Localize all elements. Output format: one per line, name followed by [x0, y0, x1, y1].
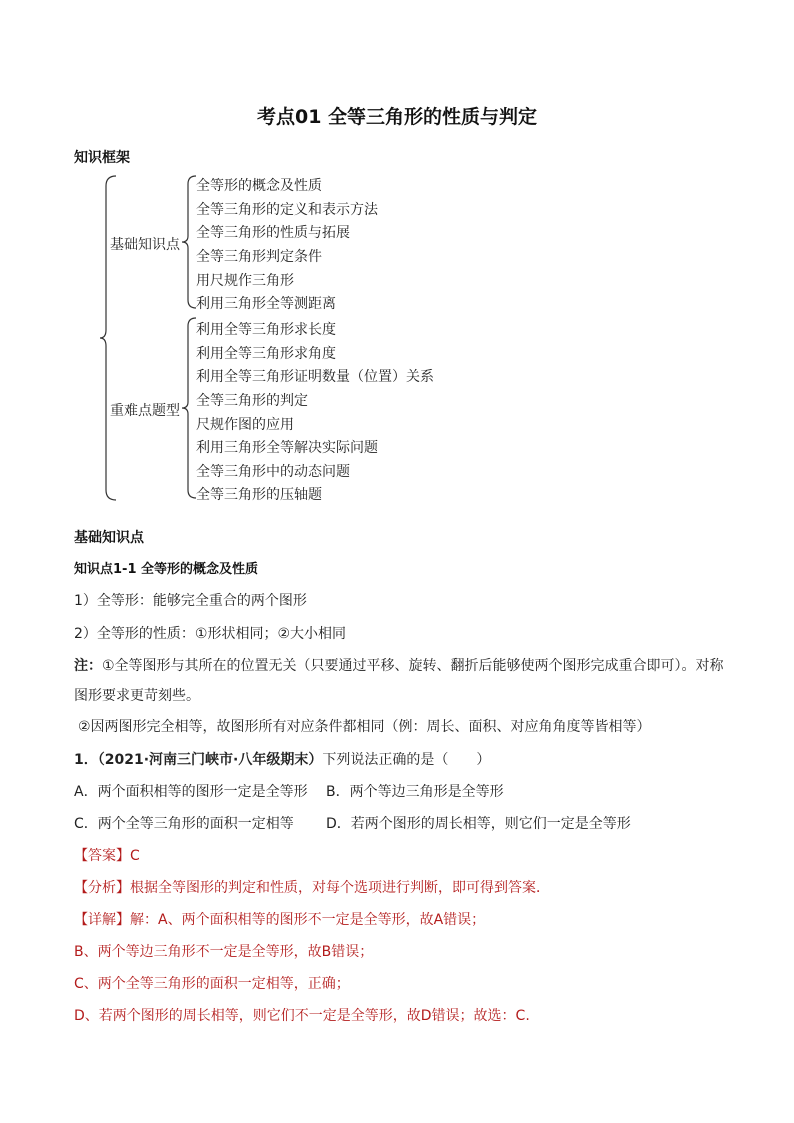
outer-brace: [100, 176, 116, 500]
framework-item: 全等三角形的定义和表示方法: [196, 202, 378, 218]
framework-item: 全等形的概念及性质: [196, 178, 322, 194]
knowledge-point-title: 知识点1-1 全等形的概念及性质: [74, 562, 259, 577]
analysis-tag: 【分析】: [74, 880, 130, 896]
analysis-line: [74, 877, 550, 897]
answer-value: C: [130, 848, 140, 864]
framework-group-difficult-label: 重难点题型: [110, 403, 180, 419]
framework-item: 全等三角形的性质与拓展: [196, 225, 350, 241]
property-line: 2）全等形的性质：①形状相同；②大小相同: [74, 626, 347, 642]
framework-item: 利用三角形全等解决实际问题: [196, 440, 378, 456]
analysis-text: 根据全等图形的判定和性质，对每个选项进行判断，即可得到答案．: [130, 880, 550, 896]
framework-item: 利用全等三角形求长度: [196, 322, 336, 338]
note-text: ①全等图形与其所在的位置无关（只要通过平移、旋转、翻折后能够使两个图形完成重合即可）。对称: [102, 658, 724, 674]
question-stem: 下列说法正确的是（ ）: [322, 752, 491, 768]
framework-item: 全等三角形的判定: [196, 393, 308, 409]
framework-item: 用尺规作三角形: [196, 273, 294, 289]
option-c: C．两个全等三角形的面积一定相等: [74, 816, 294, 832]
detail-line-1: [74, 909, 485, 929]
framework-item: 利用全等三角形证明数量（位置）关系: [196, 369, 434, 385]
answer-tag: 【答案】: [74, 848, 130, 864]
framework-item: 尺规作图的应用: [196, 417, 294, 433]
note-line-1-cont: 图形要求更苛刻些。: [74, 688, 200, 704]
note-line-2: ②因两图形完全相等，故图形所有对应条件都相同（例：周长、面积、对应角角度等皆相等）: [78, 719, 651, 735]
detail-line-2: B、两个等边三角形不一定是全等形，故B错误；: [74, 944, 374, 960]
question-number: 1．: [74, 752, 98, 768]
note-line-1: [74, 655, 724, 675]
framework-group-basics-label: 基础知识点: [110, 237, 180, 253]
brace-difficult: [182, 318, 196, 498]
brace-basics: [182, 176, 196, 308]
page-title: 考点01 全等三角形的性质与判定: [256, 106, 538, 128]
question-source: （2021·河南三门峡市·八年级期末）: [97, 752, 323, 768]
framework-item: 全等三角形的压轴题: [196, 487, 322, 503]
option-d: D．若两个图形的周长相等，则它们一定是全等形: [326, 816, 631, 832]
detail-line-3: C、两个全等三角形的面积一定相等，正确；: [74, 976, 350, 992]
answer-line: [74, 845, 140, 865]
option-b: B．两个等边三角形是全等形: [326, 784, 504, 800]
definition-line: 1）全等形：能够完全重合的两个图形: [74, 593, 307, 609]
basics-heading: 基础知识点: [74, 530, 144, 546]
note-label: 注：: [74, 658, 102, 674]
framework-item: 利用全等三角形求角度: [196, 346, 336, 362]
framework-heading: 知识框架: [74, 150, 130, 166]
framework-item: 全等三角形判定条件: [196, 249, 322, 265]
framework-braces: [0, 0, 794, 520]
framework-item: 利用三角形全等测距离: [196, 296, 336, 312]
detail-text: 解：A、两个面积相等的图形不一定是全等形，故A错误；: [130, 912, 486, 928]
detail-tag: 【详解】: [74, 912, 130, 928]
option-a: A．两个面积相等的图形一定是全等形: [74, 784, 308, 800]
framework-item: 全等三角形中的动态问题: [196, 464, 350, 480]
detail-line-4: D、若两个图形的周长相等，则它们不一定是全等形，故D错误；故选：C.: [74, 1008, 530, 1024]
question-line: [74, 749, 490, 769]
